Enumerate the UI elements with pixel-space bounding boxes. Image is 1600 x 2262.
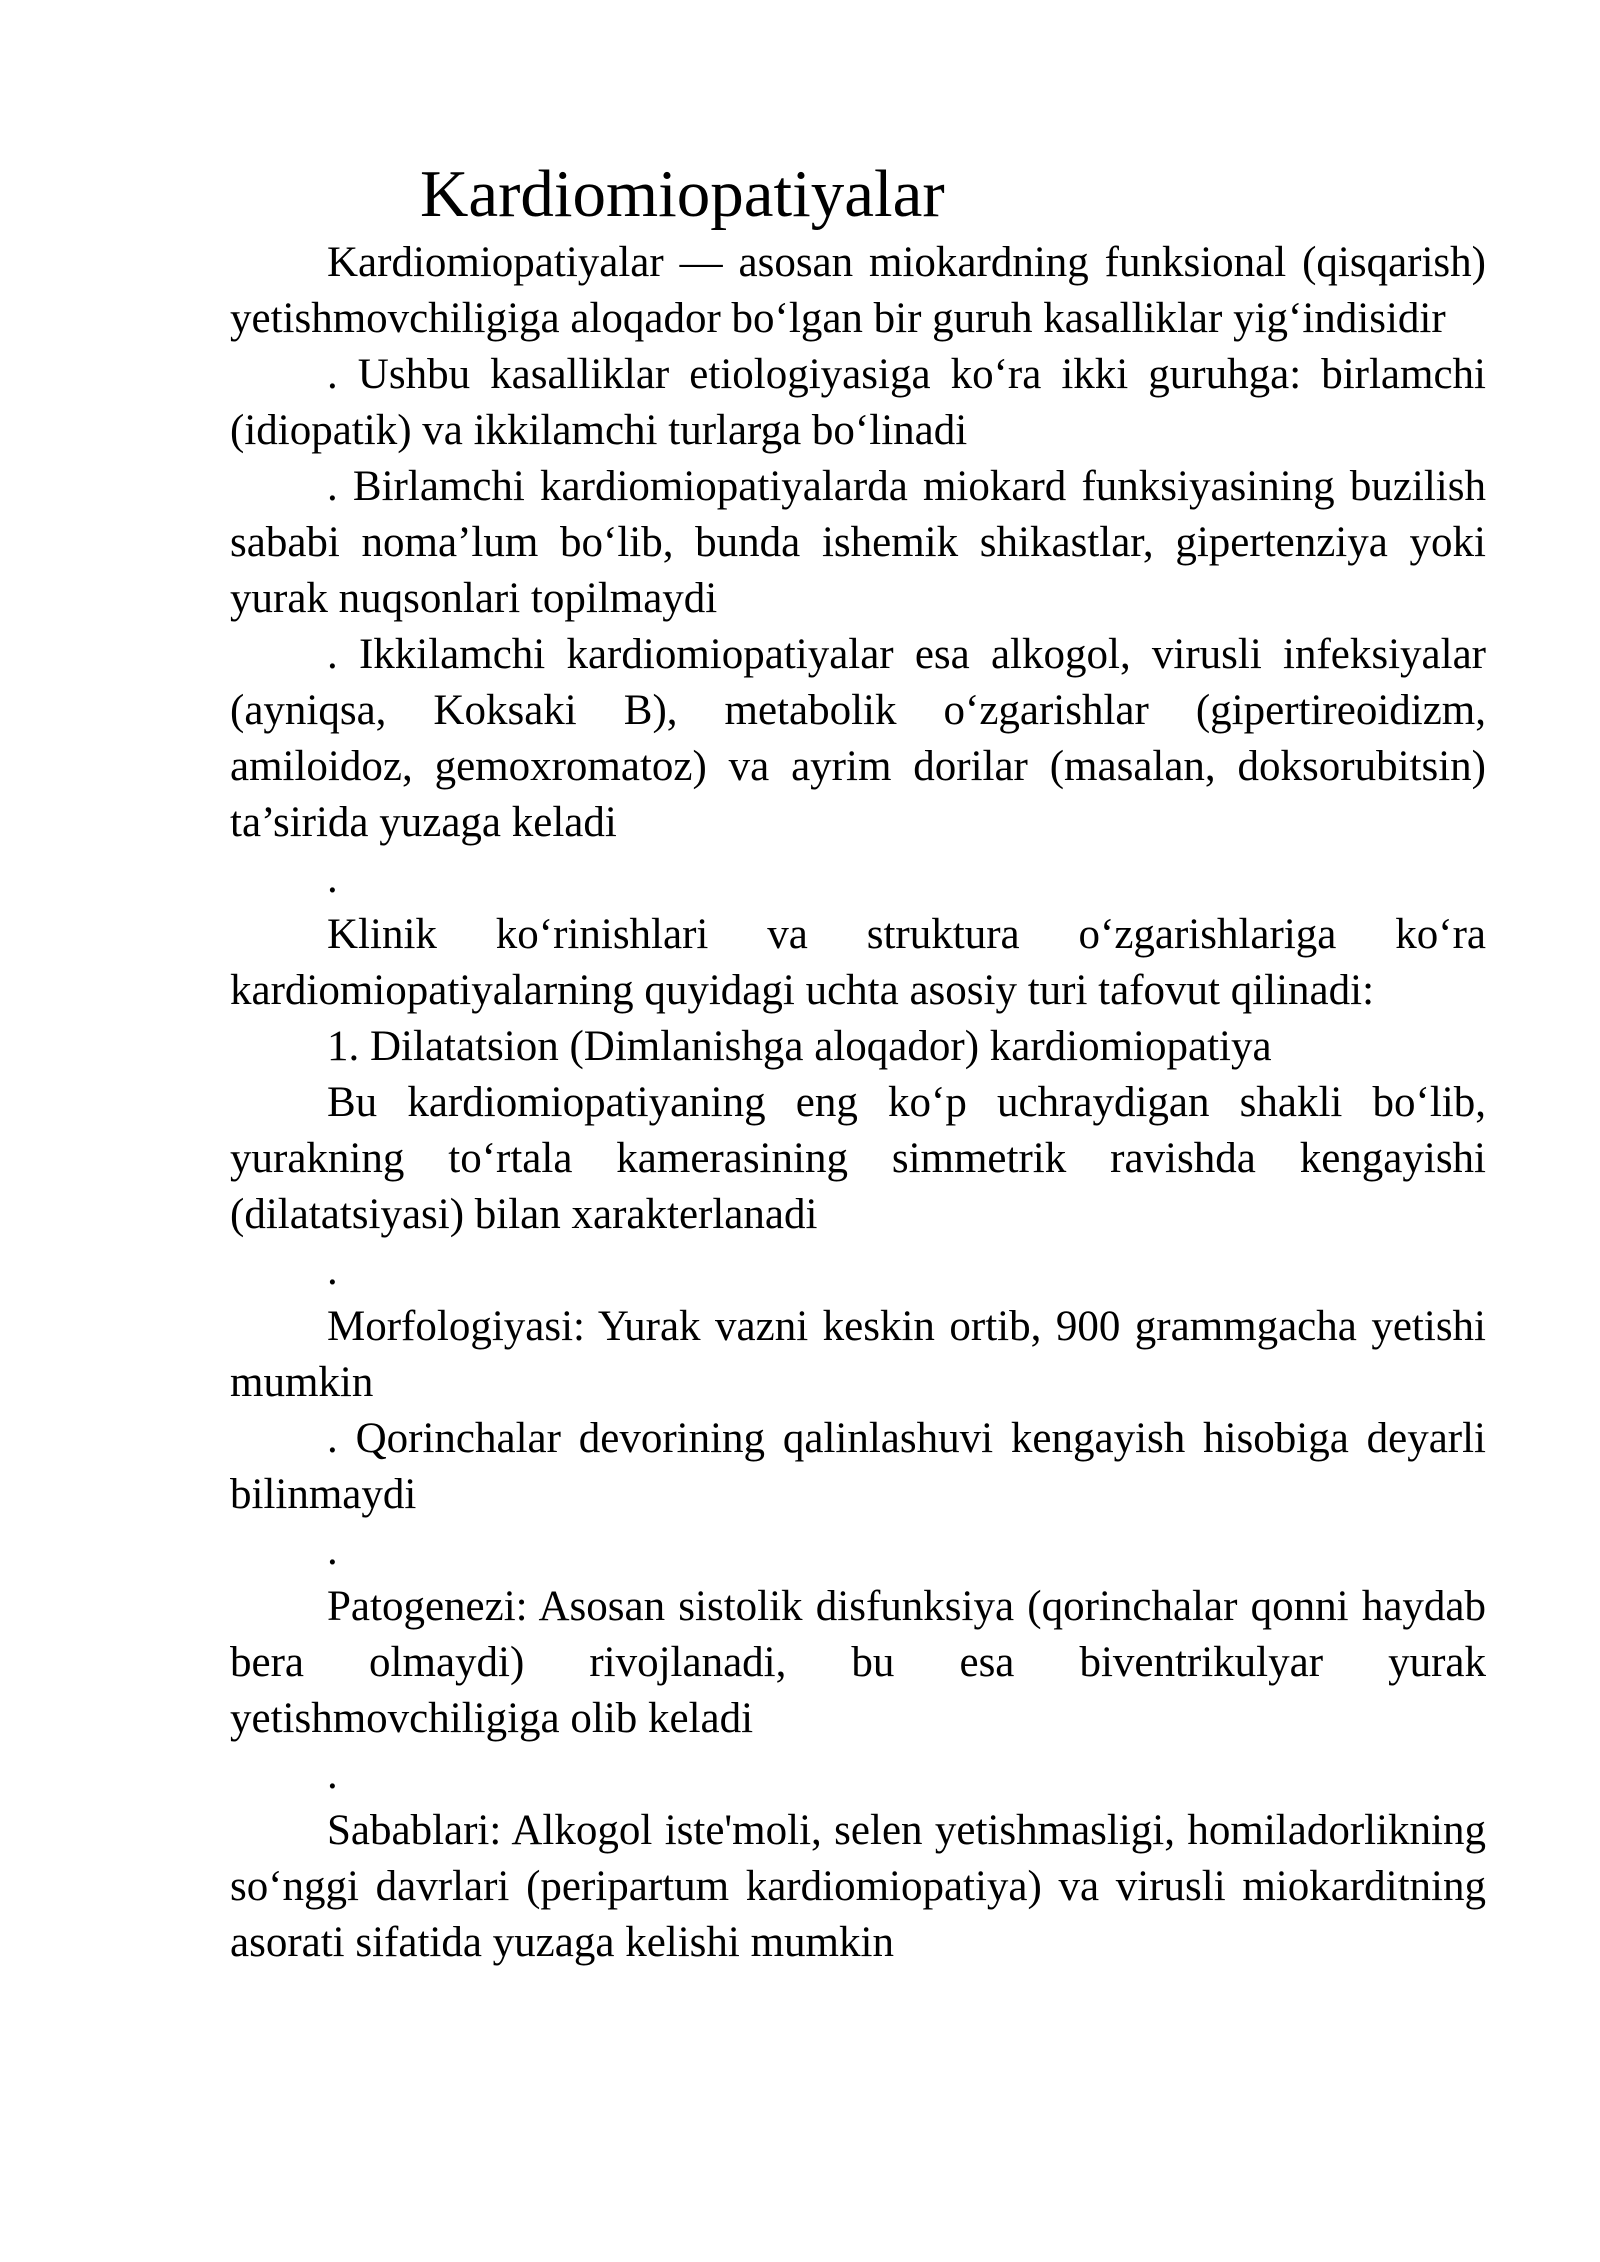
paragraph-dot: . — [327, 1247, 338, 1294]
document-body — [230, 155, 1486, 1971]
paragraph-heading-dilated: 1. Dilatatsion (Dimlanishga aloqador) kardiomiopatiya — [327, 1023, 1272, 1070]
paragraph-pathogenesis: Patogenezi: Asosan sistolik disfunksiya (qorinchalar qonni haydab bera olmaydi) rivojlanadi, bu esa biventrikulyar yurak yetishmovchiligiga olib keladi — [230, 1583, 1486, 1742]
paragraph-dot: . — [327, 1751, 338, 1798]
document-title: Kardiomiopatiyalar — [420, 157, 945, 231]
paragraph-definition: Kardiomiopatiyalar — asosan miokardning funksional (qisqarish) yetishmovchiligiga aloqador bo‘lgan bir guruh kasalliklar yig‘indisidir — [230, 239, 1486, 342]
paragraph-causes: Sabablari: Alkogol iste'moli, selen yetishmasligi, homiladorlikning so‘nggi davrlari (peripartum kardiomiopatiya) va virusli miokarditning asorati sifatida yuzaga kelishi mumkin — [230, 1807, 1486, 1966]
paragraph-types-intro: Klinik ko‘rinishlari va struktura o‘zgarishlariga ko‘ra kardiomiopatiyalarning quyidagi uchta asosiy turi tafovut qilinadi: — [230, 911, 1486, 1014]
paragraph-dot: . — [327, 1527, 338, 1574]
paragraph-dot: . — [327, 855, 338, 902]
paragraph-secondary: . Ikkilamchi kardiomiopatiyalar esa alkogol, virusli infeksiyalar (ayniqsa, Koksaki B), metabolik o‘zgarishlar (gipertireoidizm, amiloidoz, gemoxromatoz) va ayrim dorilar (masalan, doksorubitsin) ta’sirida yuzaga keladi — [230, 631, 1486, 846]
paragraph-classification: . Ushbu kasalliklar etiologiyasiga ko‘ra ikki guruhga: birlamchi (idiopatik) va ikkilamchi turlarga bo‘linadi — [230, 351, 1486, 454]
paragraph-dilated-description: Bu kardiomiopatiyaning eng ko‘p uchraydigan shakli bo‘lib, yurakning to‘rtala kamerasining simmetrik ravishda kengayishi (dilatatsiyasi) bilan xarakterlanadi — [230, 1079, 1486, 1238]
paragraph-primary: . Birlamchi kardiomiopatiyalarda miokard funksiyasining buzilish sababi noma’lum bo‘lib, bunda ishemik shikastlar, gipertenziya yoki yurak nuqsonlari topilmaydi — [230, 463, 1486, 622]
paragraph-morphology: Morfologiyasi: Yurak vazni keskin ortib, 900 grammgacha yetishi mumkin — [230, 1303, 1486, 1406]
paragraph-ventricle-walls: . Qorinchalar devorining qalinlashuvi kengayish hisobiga deyarli bilinmaydi — [230, 1415, 1486, 1518]
